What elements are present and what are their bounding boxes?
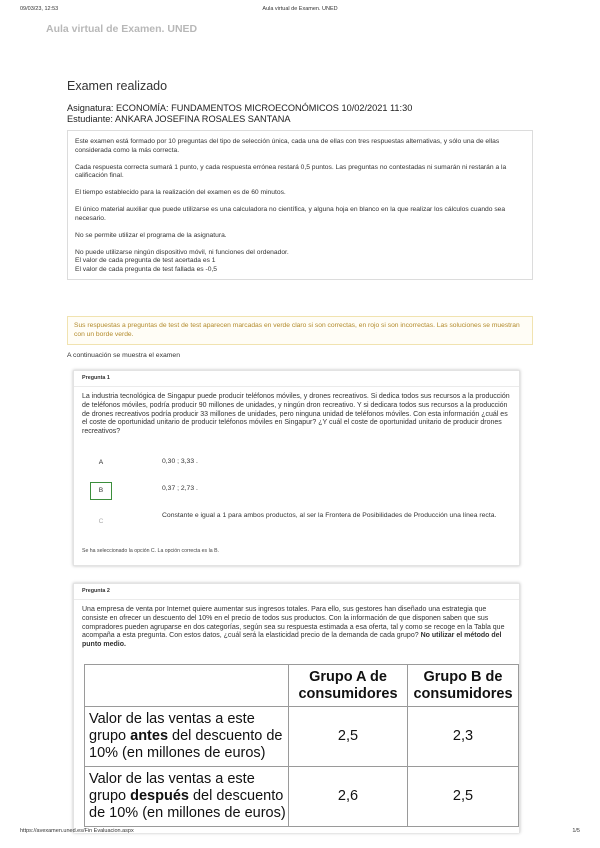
instruction-paragraph: No puede utilizarse ningún dispositivo móvil, ni funciones del ordenador. xyxy=(75,248,289,256)
label-part: Valor de las ventas a este grupo xyxy=(89,711,255,744)
option-letter-selected: C xyxy=(98,518,104,525)
question-card-2 xyxy=(73,583,520,833)
question-text-main: Una empresa de venta por Internet quiere aumentar sus ingresos totales. Para ello, sus gestores han diseñado una estrategia que consiste en ofrecer un descuento del 10% en el precio de todos sus productos. Con la información de que disponen saben que sus compradores pueden agruparse en dos categorías, según sea su respuesta estimada a esa oferta, tal y como se recoge en la Tabla que acompaña a esta pregunta. Con estos datos, ¿cuál será la elasticidad precio de la demanda de cada grupo? xyxy=(82,606,505,640)
option-letter-correct: B xyxy=(90,482,112,500)
table-row xyxy=(85,767,519,827)
question-header: Pregunta 2 xyxy=(74,584,519,600)
table-cell: 2,6 xyxy=(289,767,408,827)
intro-text: A continuación se muestra el examen xyxy=(67,352,180,359)
print-footer xyxy=(20,828,580,838)
option-text: 0,37 ; 2,73 . xyxy=(162,485,198,492)
instructions-box xyxy=(67,130,533,280)
question-header: Pregunta 1 xyxy=(74,371,519,387)
instruction-paragraph: No se permite utilizar el programa de la asignatura. xyxy=(75,231,227,239)
question-text-bold: No utilizar el método del punto medio. xyxy=(82,632,502,649)
instruction-paragraph: El único material auxiliar que puede utilizarse es una calculadora no científica, y alguna hoja en blanco en la que realizar los cálculos cuando sea necesario. xyxy=(75,206,506,222)
label-part: del descuento de 10% (en millones de euros) xyxy=(89,728,283,761)
label-emphasis: después xyxy=(130,788,189,804)
table-row xyxy=(85,707,519,767)
answer-legend-notice: Sus respuestas a preguntas de test de test aparecen marcadas en verde claro si son correctas, en rojo si son incorrectas. Las soluciones se muestran con un borde verde. xyxy=(67,316,533,345)
page-url: https://avexamen.uned.es/Fin Evaluacion.aspx xyxy=(20,828,134,834)
page-title: Examen realizado xyxy=(67,79,168,93)
instruction-paragraph: El valor de cada pregunta de test acertada es 1 xyxy=(75,257,216,265)
table-header-row xyxy=(85,665,519,707)
instruction-paragraph: El valor de cada pregunta de test fallada es -0,5 xyxy=(75,265,218,273)
table-row-label xyxy=(85,707,289,767)
question-feedback: Se ha seleccionado la opción C. La opción correcta es la B. xyxy=(82,548,219,554)
question-text: La industria tecnológica de Singapur puede producir teléfonos móviles, y drones recreativos. Si dedica todos sus recursos a la producción de teléfonos móviles, podría producir 90 millones de unidades, y ningún dron recreativo. Y si dedicara todos sus recursos a la producción de drones recreativos podría producir 33 millones de unidades, pero ninguna unidad de teléfonos móviles. Con esta información ¿cuál es el coste de oportunidad unitario de producir teléfonos móviles en Singapur? ¿Y cuál el coste de oportunidad unitario de producir drones recreativos? xyxy=(82,393,510,436)
question-text xyxy=(74,600,519,650)
app-brand: Aula virtual de Examen. UNED xyxy=(46,23,198,35)
print-datetime: 09/03/23, 12:53 xyxy=(20,6,59,12)
table-cell: 2,5 xyxy=(408,767,519,827)
table-header-cell: Grupo A de consumidores xyxy=(289,665,408,707)
print-header xyxy=(20,6,580,18)
table-header-cell xyxy=(85,665,289,707)
option-text: Constante e igual a 1 para ambos productos, al ser la Frontera de Posibilidades de Producción una línea recta. xyxy=(162,512,497,519)
question-card-1 xyxy=(73,370,520,566)
exam-subject-block xyxy=(67,103,412,124)
subject-line: Asignatura: ECONOMÍA: FUNDAMENTOS MICROECONÓMICOS 10/02/2021 11:30 xyxy=(67,103,413,113)
table-header-cell: Grupo B de consumidores xyxy=(408,665,519,707)
label-emphasis: antes xyxy=(130,728,169,744)
instruction-paragraph: Cada respuesta correcta sumará 1 punto, y cada respuesta errónea restará 0,5 puntos. Las preguntas no contestadas ni sumarán ni restarán a la calificación final. xyxy=(75,163,507,180)
data-table xyxy=(84,664,519,827)
student-line: Estudiante: ANKARA JOSEFINA ROSALES SANTANA xyxy=(67,113,291,124)
page-number: 1/5 xyxy=(572,828,580,834)
option-letter: A xyxy=(98,459,104,466)
instruction-paragraph: Este examen está formado por 10 preguntas del tipo de selección única, cada una de ellas con tres respuestas alternativas, y sólo una de ellas considerada como la más correcta. xyxy=(75,138,500,154)
option-text: 0,30 ; 3,33 . xyxy=(162,458,198,465)
label-part: del descuento de 10% (en millones de euros) xyxy=(89,788,286,821)
table-row-label xyxy=(85,767,289,827)
label-part: Valor de las ventas a este grupo xyxy=(89,771,255,804)
table-cell: 2,5 xyxy=(289,707,408,767)
print-page-title: Aula virtual de Examen. UNED xyxy=(262,6,338,12)
table-cell: 2,3 xyxy=(408,707,519,767)
instruction-paragraph: El tiempo establecido para la realización del examen es de 60 minutos. xyxy=(75,189,286,197)
